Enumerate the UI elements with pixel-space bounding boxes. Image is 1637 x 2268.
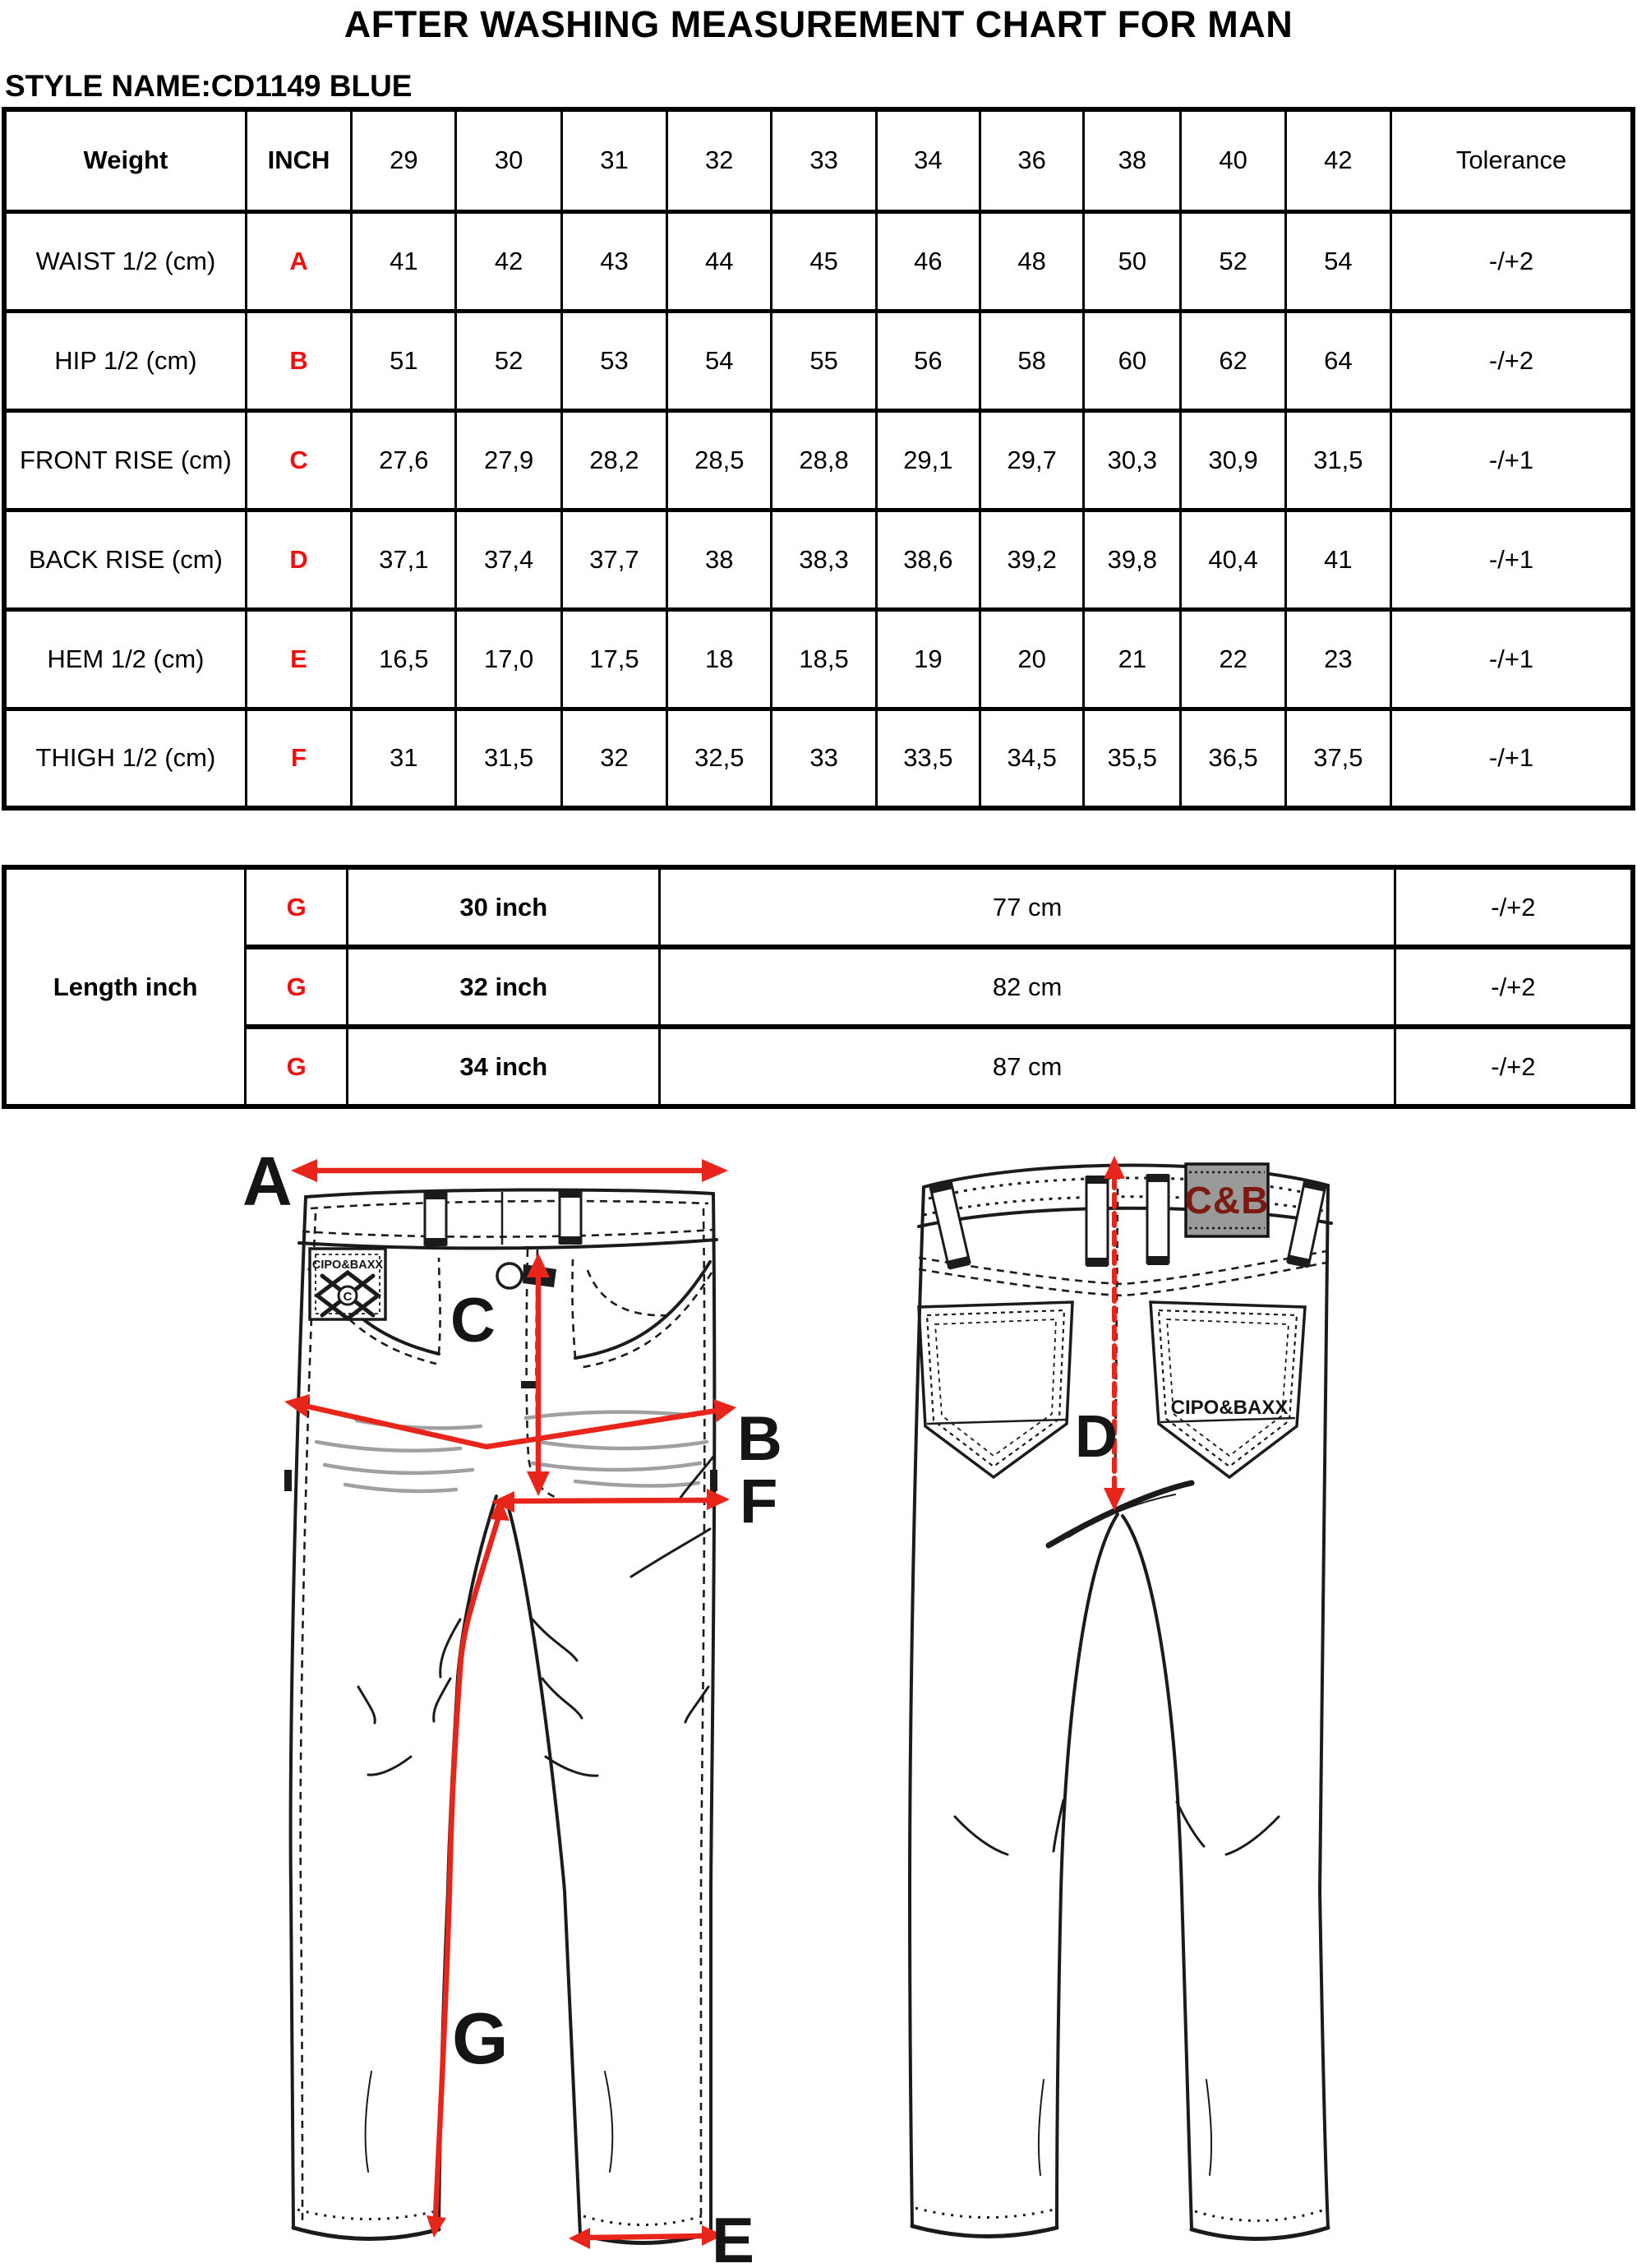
length-tolerance: -/+2 [1395,947,1633,1027]
size-value: 35,5 [1084,709,1181,808]
size-value: 38,3 [772,510,876,609]
size-value: 38,6 [876,510,980,609]
size-value: 41 [1285,510,1390,609]
size-col-header: 38 [1084,109,1181,211]
size-value: 17,0 [456,609,561,709]
size-value: 32,5 [667,709,772,808]
size-value: 28,2 [561,410,666,510]
back-brand-patch [1185,1164,1270,1236]
size-value: 33 [772,709,876,808]
crease-lines-front [358,1457,713,2172]
size-value: 28,8 [772,410,876,510]
size-value: 55 [772,311,876,410]
arrow-B-hip [284,1394,736,1447]
row-tolerance: -/+1 [1391,709,1633,808]
crease-lines-back [955,1800,1279,2175]
row-letter: F [246,709,351,808]
front-pocket-right [575,1262,710,1358]
row-tolerance: -/+2 [1391,311,1633,410]
length-inch: 32 inch [348,947,660,1027]
size-row-B [4,311,1633,410]
size-value: 38 [667,510,772,609]
arrow-F-thigh [491,1489,730,1513]
label-B: B [737,1404,782,1474]
front-patch-brand-text: CIPO&BAXX [311,1259,384,1272]
size-col-header: 30 [456,109,561,211]
length-cm: 82 cm [660,947,1395,1027]
size-value: 40,4 [1181,510,1285,609]
length-row [4,867,1633,947]
size-value: 18,5 [772,609,876,709]
size-value: 32 [561,709,666,808]
size-value: 43 [561,211,666,311]
size-value: 39,2 [980,510,1084,609]
row-label: FRONT RISE (cm) [4,410,246,510]
length-letter: G [246,1027,348,1106]
length-tolerance: -/+2 [1395,867,1633,947]
jeans-measurement-diagram [0,1134,1637,2268]
back-pocket-brand-text: CIPO&BAXX [1170,1397,1289,1419]
row-tolerance: -/+1 [1391,510,1633,609]
size-value: 37,5 [1285,709,1390,808]
size-value: 27,9 [456,410,561,510]
seam-notch [284,1470,292,1491]
size-value: 18 [667,609,772,709]
size-col-header: 34 [876,109,980,211]
size-value: 60 [1084,311,1181,410]
size-col-header: 29 [352,109,456,211]
length-table-label: Length inch [4,867,246,1106]
size-value: 46 [876,211,980,311]
size-value: 62 [1181,311,1285,410]
size-value: 41 [352,211,456,311]
length-inch: 34 inch [348,1027,660,1106]
back-view [910,1156,1331,2239]
size-value: 42 [456,211,561,311]
size-value: 37,7 [561,510,666,609]
size-value: 29,7 [980,410,1084,510]
length-cm: 77 cm [660,867,1395,947]
size-row-A [4,211,1633,311]
size-value: 36,5 [1181,709,1285,808]
size-table-header-row [4,109,1633,211]
size-value: 54 [667,311,772,410]
size-value: 58 [980,311,1084,410]
size-value: 44 [667,211,772,311]
length-letter: G [246,947,348,1027]
size-value: 52 [1181,211,1285,311]
size-table [2,107,1635,811]
back-pocket-right [1151,1302,1305,1477]
length-row [4,1027,1633,1106]
row-letter: A [246,211,351,311]
label-F: F [740,1467,778,1536]
row-letter: C [246,410,351,510]
size-value: 31 [352,709,456,808]
length-letter: G [246,867,348,947]
label-C: C [450,1286,496,1356]
size-table-corner: Weight [4,109,246,211]
size-value: 16,5 [352,609,456,709]
size-value: 29,1 [876,410,980,510]
length-table [2,865,1635,1109]
row-letter: E [246,609,351,709]
size-row-D [4,510,1633,609]
size-value: 53 [561,311,666,410]
row-tolerance: -/+2 [1391,211,1633,311]
row-label: WAIST 1/2 (cm) [4,211,246,311]
size-value: 37,1 [352,510,456,609]
size-value: 23 [1285,609,1390,709]
size-value: 52 [456,311,561,410]
row-tolerance: -/+1 [1391,410,1633,510]
size-col-header: 36 [980,109,1084,211]
row-label: BACK RISE (cm) [4,510,246,609]
row-label: THIGH 1/2 (cm) [4,709,246,808]
label-G: G [452,1998,509,2079]
size-table-unit: INCH [246,109,351,211]
size-value: 33,5 [876,709,980,808]
size-col-header: 31 [561,109,666,211]
size-value: 48 [980,211,1084,311]
size-value: 17,5 [561,609,666,709]
row-letter: D [246,510,351,609]
size-value: 64 [1285,311,1390,410]
back-pocket-left [919,1302,1072,1477]
size-value: 54 [1285,211,1390,311]
size-value: 30,3 [1084,410,1181,510]
size-col-header: 33 [772,109,876,211]
size-value: 39,8 [1084,510,1181,609]
front-brand-patch [310,1249,385,1319]
front-view [242,1143,782,2268]
size-row-E [4,609,1633,709]
length-cm: 87 cm [660,1027,1395,1106]
front-patch-monogram: C [343,1290,353,1304]
seam-notch [710,1470,717,1491]
coin-pocket [588,1270,667,1315]
back-patch-text: C&B [1184,1179,1270,1222]
size-value: 28,5 [667,410,772,510]
size-value: 20 [980,609,1084,709]
row-label: HEM 1/2 (cm) [4,609,246,709]
label-A: A [242,1143,293,1220]
size-value: 37,4 [456,510,561,609]
size-value: 51 [352,311,456,410]
length-tolerance: -/+2 [1395,1027,1633,1106]
arrow-C-front-rise [527,1253,550,1496]
size-col-header: 32 [667,109,772,211]
arrow-E-hem [569,2225,723,2249]
size-value: 19 [876,609,980,709]
length-inch: 30 inch [348,867,660,947]
row-tolerance: -/+1 [1391,609,1633,709]
size-col-header: 40 [1181,109,1285,211]
row-letter: B [246,311,351,410]
size-value: 45 [772,211,876,311]
size-value: 21 [1084,609,1181,709]
size-col-header: 42 [1285,109,1390,211]
size-value: 27,6 [352,410,456,510]
size-value: 56 [876,311,980,410]
size-value: 50 [1084,211,1181,311]
size-value: 31,5 [1285,410,1390,510]
label-E: E [712,2204,755,2268]
tolerance-header: Tolerance [1391,109,1633,211]
arrow-A-waist [291,1159,728,1182]
label-D: D [1075,1404,1118,1470]
size-value: 30,9 [1181,410,1285,510]
size-row-F [4,709,1633,808]
size-row-C [4,410,1633,510]
length-row [4,947,1633,1027]
row-label: HIP 1/2 (cm) [4,311,246,410]
size-value: 31,5 [456,709,561,808]
size-value: 34,5 [980,709,1084,808]
page-title: AFTER WASHING MEASUREMENT CHART FOR MAN [344,3,1293,45]
style-name: STYLE NAME:CD1149 BLUE [5,69,413,103]
size-value: 22 [1181,609,1285,709]
